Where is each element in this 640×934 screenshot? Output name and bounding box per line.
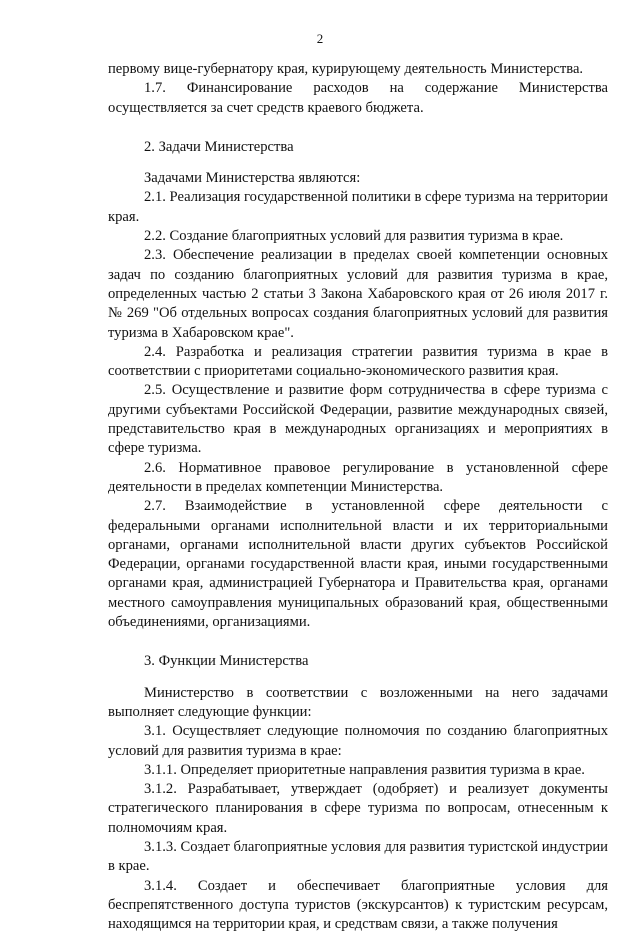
paragraph: 2.7. Взаимодействие в установленной сфере деятельности с федеральными органами исполнительной власти и их территориальными органами, органами исполнительной власти других субъектов Российской Федерации, органами государственной власти края, иными государственными органами края, администрацией Губернатора и Правительства края, органами местного самоуправления муниципальных образований края, общественными объединениями, организациями. [108, 498, 608, 631]
document-body [108, 60, 608, 934]
paragraph: 1.7. Финансирование расходов на содержание Министерства осуществляется за счет средств краевого бюджета. [108, 80, 608, 116]
section-heading: 2. Задачи Министерства [144, 138, 294, 155]
paragraph: 2.1. Реализация государственной политики в сфере туризма на территории края. [108, 189, 608, 225]
paragraph: 3.1.1. Определяет приоритетные направления развития туризма в крае. [144, 761, 585, 778]
paragraph: 3.1.4. Создает и обеспечивает благоприятные условия для беспрепятственного доступа туристов (экскурсантов) к туристским ресурсам, находящимся на территории края, и средствам связи, а также получения [108, 877, 608, 933]
section-heading: 3. Функции Министерства [144, 653, 309, 670]
page-number: 2 [316, 31, 324, 46]
paragraph: 2.3. Обеспечение реализации в пределах своей компетенции основных задач по созданию благоприятных условий для развития туризма в крае, определенных частью 2 статьи 3 Закона Хабаровского края от 26 июля 2017 г. № 269 "Об отдельных вопросах создания благоприятных условий для развития туризма в Хабаровском крае". [108, 247, 608, 341]
paragraph: 3.1.2. Разрабатывает, утверждает (одобряет) и реализует документы стратегического планирования в сфере туризма по вопросам, отнесенным к полномочиям края. [108, 781, 608, 836]
paragraph: первому вице-губернатору края, курирующему деятельность Министерства. [108, 61, 584, 77]
paragraph: 2.2. Создание благоприятных условий для развития туризма в крае. [144, 228, 564, 245]
paragraph: 2.4. Разработка и реализация стратегии развития туризма в крае в соответствии с приоритетами социально-экономического развития края. [108, 343, 608, 380]
paragraph: Задачами Министерства являются: [144, 170, 361, 187]
paragraph: 3.1. Осуществляет следующие полномочия по созданию благоприятных условий для развития туризма в крае: [108, 723, 608, 759]
paragraph: 2.5. Осуществление и развитие форм сотрудничества в сфере туризма с другими субъектами Российской Федерации, развитие международных связей, представительство края в международных организациях и мероприятиях в сфере туризма. [108, 382, 608, 457]
paragraph: 3.1.3. Создает благоприятные условия для развития туристской индустрии в крае. [108, 838, 608, 875]
paragraph: Министерство в соответствии с возложенными на него задачами выполняет следующие функции: [108, 684, 608, 720]
paragraph: 2.6. Нормативное правовое регулирование в установленной сфере деятельности в пределах компетенции Министерства. [108, 459, 608, 495]
